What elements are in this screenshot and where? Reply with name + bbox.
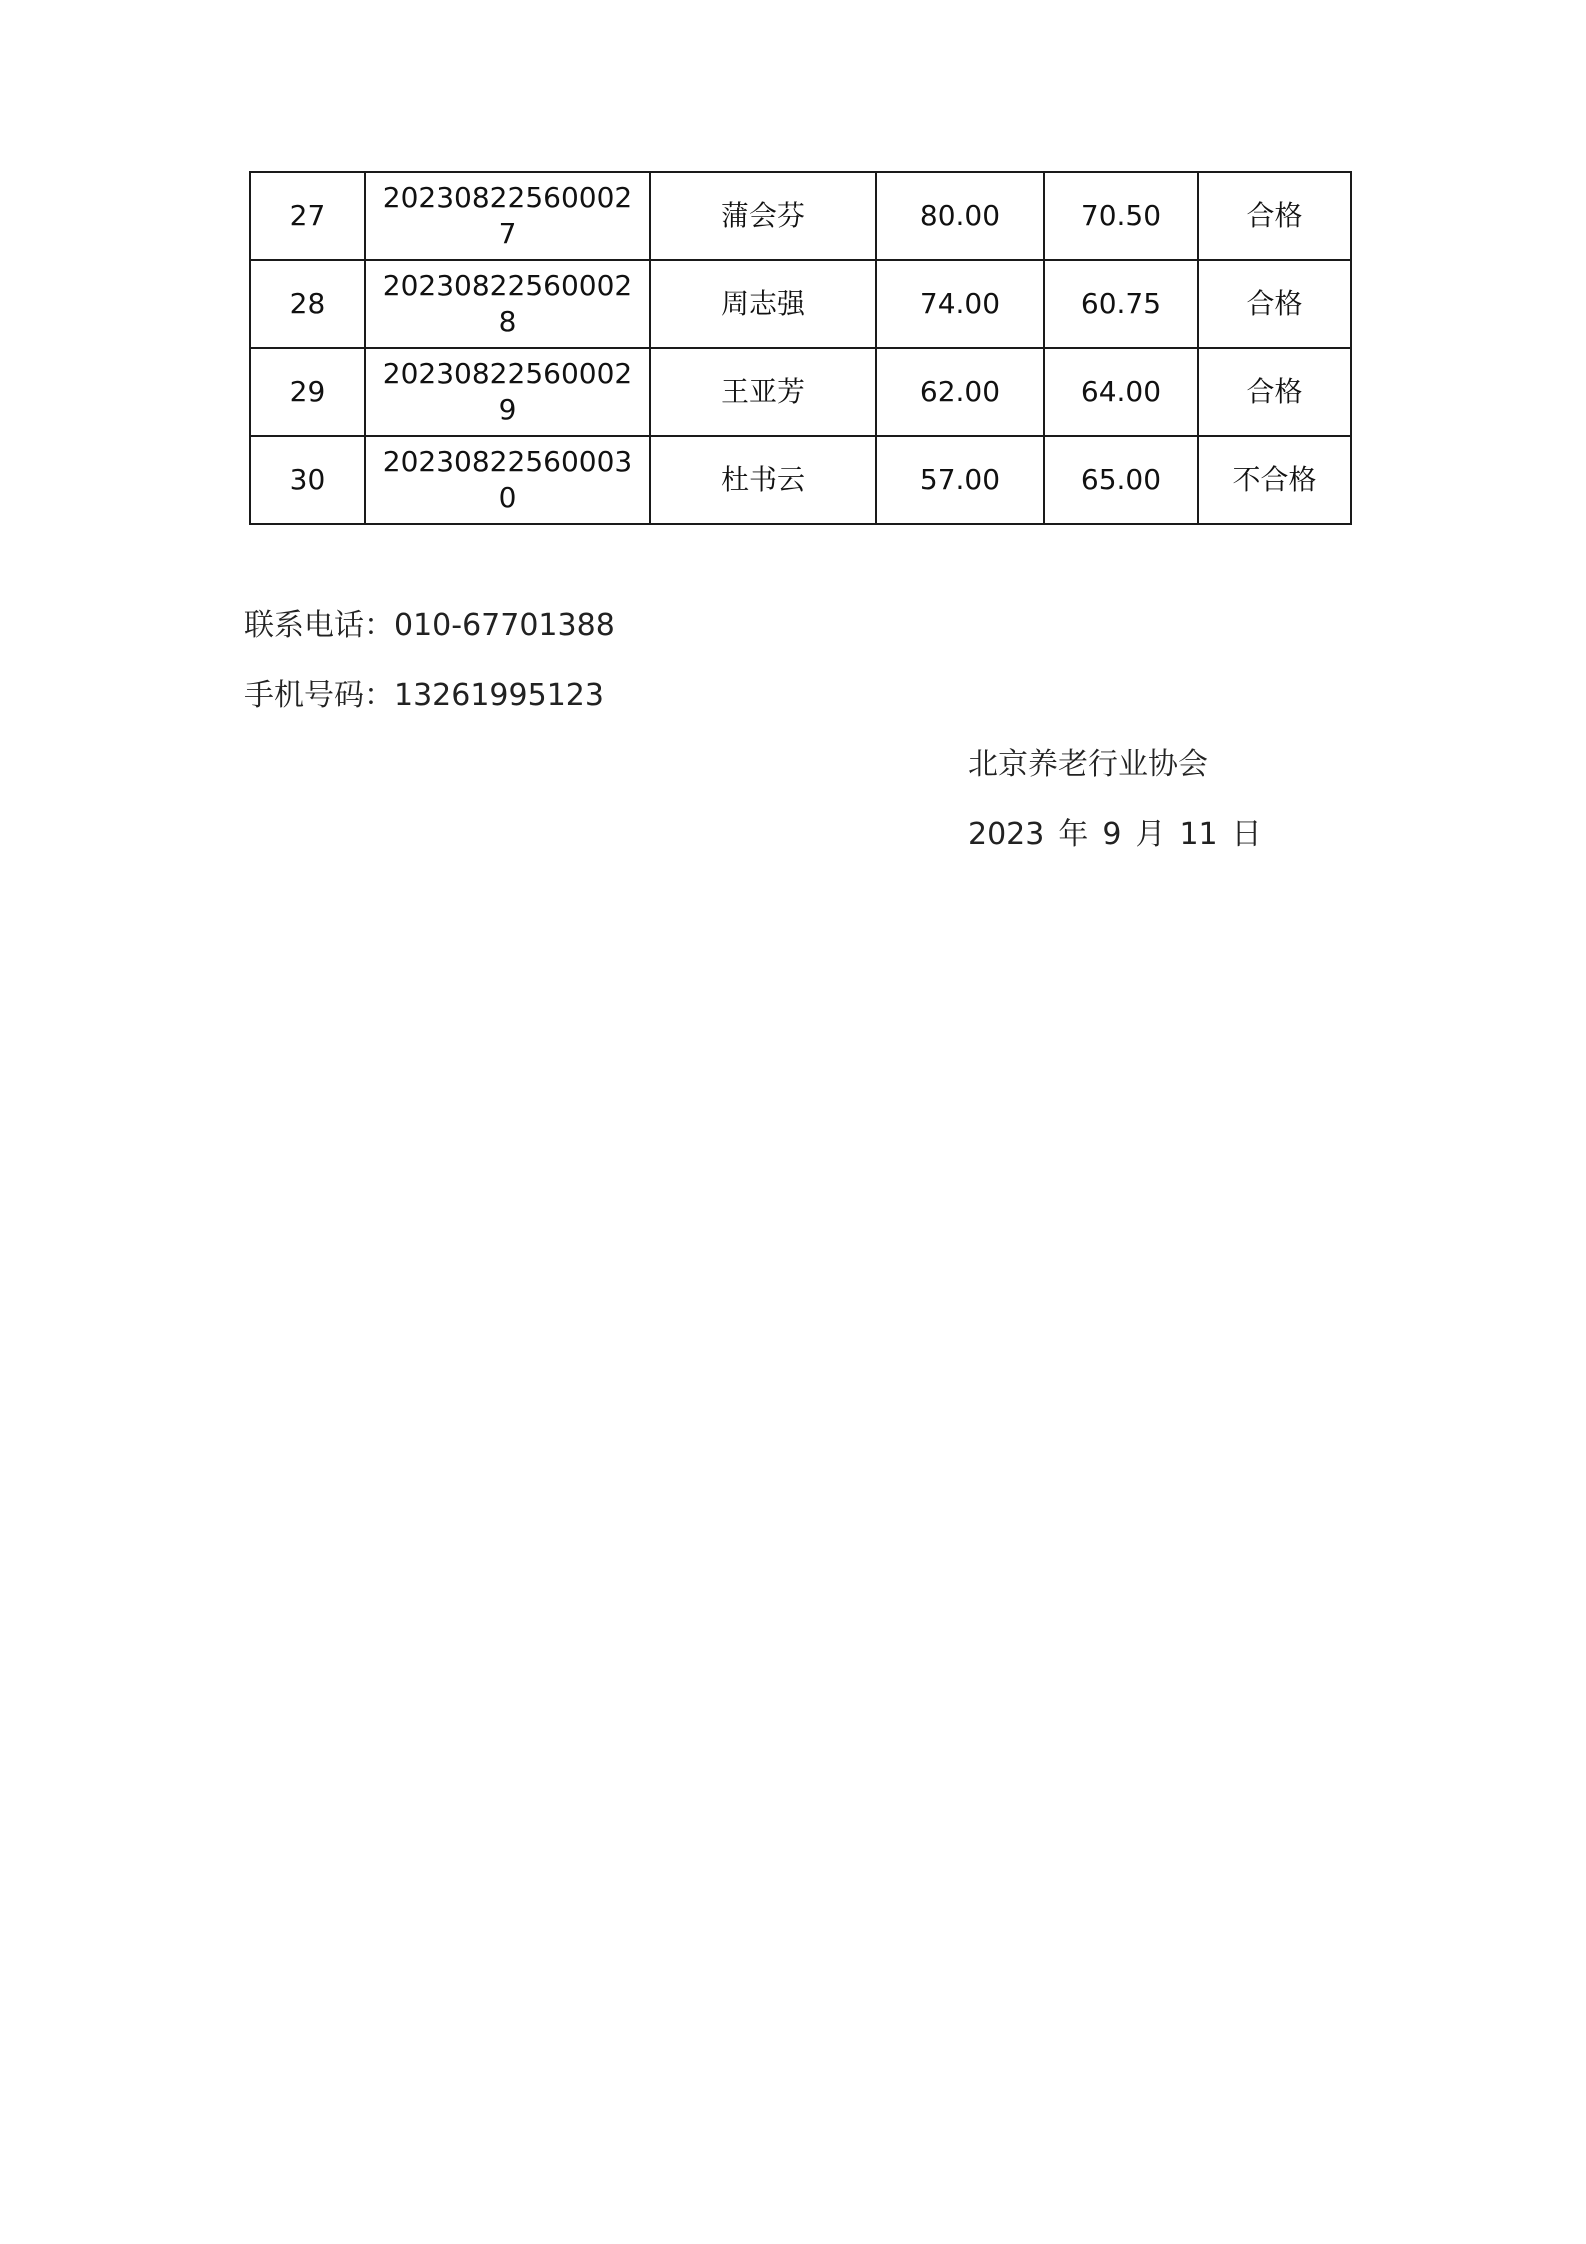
row-index: 27 — [250, 172, 365, 260]
table-row — [250, 172, 1351, 260]
date-month-unit: 月 — [1135, 817, 1166, 852]
registration-number — [365, 436, 650, 524]
score-2: 70.50 — [1044, 172, 1198, 260]
score-2: 60.75 — [1044, 260, 1198, 348]
score-1: 74.00 — [876, 260, 1044, 348]
registration-number — [365, 260, 650, 348]
registration-number-text: 202308225600027 — [382, 181, 633, 250]
contact-mobile-line — [244, 676, 604, 716]
row-index: 28 — [250, 260, 365, 348]
date-year-unit: 年 — [1058, 817, 1089, 852]
registration-number-text: 202308225600029 — [382, 357, 633, 426]
result: 不合格 — [1198, 436, 1351, 524]
date-day: 11 — [1179, 817, 1218, 852]
signature-date — [968, 815, 1262, 855]
contact-mobile-label: 手机号码： — [244, 678, 394, 713]
score-2: 65.00 — [1044, 436, 1198, 524]
signature-organization: 北京养老行业协会 — [968, 747, 1208, 782]
contact-phone-line — [244, 606, 615, 646]
date-day-unit: 日 — [1231, 817, 1262, 852]
row-index: 29 — [250, 348, 365, 436]
score-1: 80.00 — [876, 172, 1044, 260]
registration-number — [365, 348, 650, 436]
registration-number-text: 202308225600030 — [382, 445, 633, 514]
table-row — [250, 436, 1351, 524]
date-month: 9 — [1102, 817, 1122, 852]
contact-phone-label: 联系电话： — [244, 608, 394, 643]
contact-phone-value: 010-67701388 — [394, 608, 615, 643]
person-name: 蒲会芬 — [650, 172, 876, 260]
score-2: 64.00 — [1044, 348, 1198, 436]
results-table — [249, 171, 1352, 525]
registration-number — [365, 172, 650, 260]
result: 合格 — [1198, 348, 1351, 436]
contact-mobile-value: 13261995123 — [394, 678, 604, 713]
row-index: 30 — [250, 436, 365, 524]
table-row — [250, 260, 1351, 348]
person-name: 周志强 — [650, 260, 876, 348]
score-1: 57.00 — [876, 436, 1044, 524]
person-name: 杜书云 — [650, 436, 876, 524]
result: 合格 — [1198, 172, 1351, 260]
registration-number-text: 202308225600028 — [382, 269, 633, 338]
score-1: 62.00 — [876, 348, 1044, 436]
date-year: 2023 — [968, 817, 1045, 852]
person-name: 王亚芳 — [650, 348, 876, 436]
result: 合格 — [1198, 260, 1351, 348]
table-row — [250, 348, 1351, 436]
